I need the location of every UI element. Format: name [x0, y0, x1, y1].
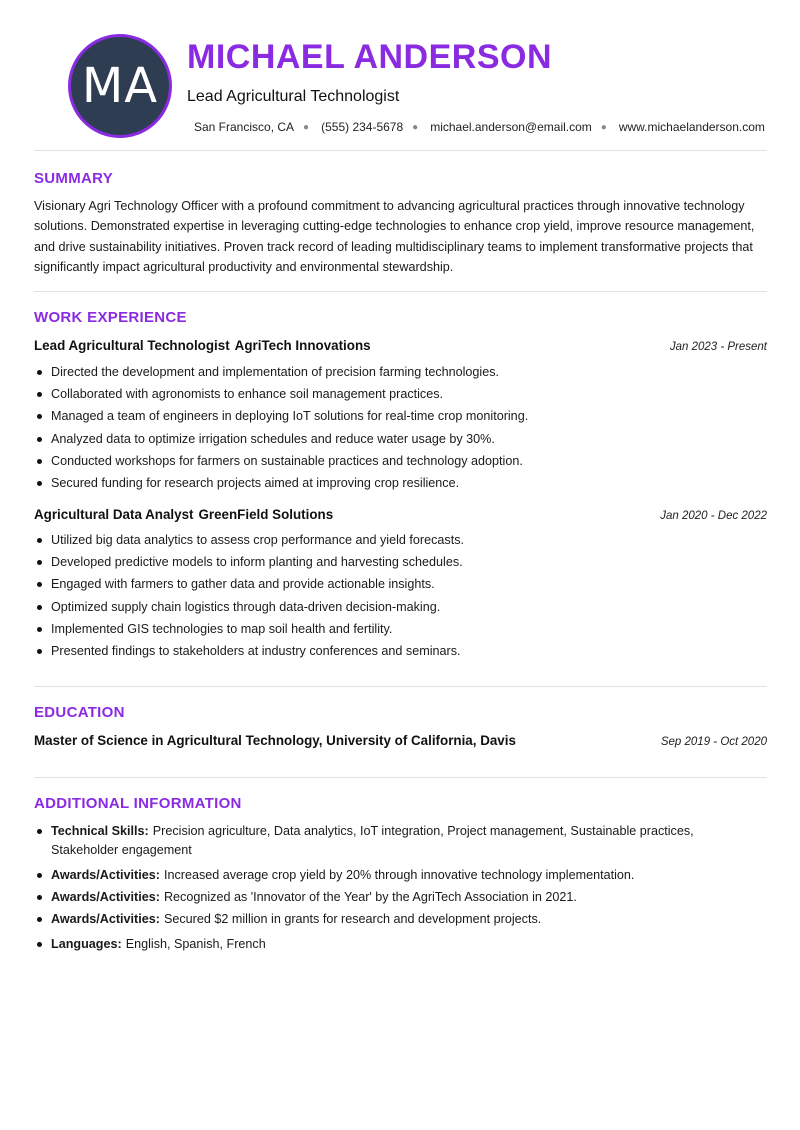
contact-phone: (555) 234-5678 [321, 120, 404, 134]
info-label: Awards/Activities: [51, 868, 160, 882]
list-item: Implemented GIS technologies to map soil health and fertility. [51, 618, 784, 640]
additional-info-list [34, 822, 751, 954]
additional-info-title: ADDITIONAL INFORMATION [34, 795, 242, 812]
job-company: AgriTech Innovations [234, 338, 371, 353]
section-divider [34, 150, 767, 151]
education-entry [34, 733, 767, 748]
list-item: Collaborated with agronomists to enhance soil management practices. [51, 383, 784, 405]
education-degree: Master of Science in Agricultural Technology, University of California, Davis [34, 733, 516, 748]
list-item: Directed the development and implementation of precision farming technologies. [51, 361, 784, 383]
list-item: Presented findings to stakeholders at industry conferences and seminars. [51, 640, 784, 662]
info-text: Secured $2 million in grants for research and development projects. [163, 912, 542, 926]
job-header [34, 507, 767, 522]
education-title: EDUCATION [34, 704, 125, 721]
list-item [51, 910, 751, 929]
job-dates: Jan 2020 - Dec 2022 [660, 510, 767, 522]
list-item [51, 866, 751, 885]
list-item: Engaged with farmers to gather data and provide actionable insights. [51, 573, 784, 595]
section-divider [34, 777, 767, 778]
contact-location: San Francisco, CA [194, 120, 295, 134]
job-bullets [34, 529, 784, 662]
summary-text: Visionary Agri Technology Officer with a profound commitment to advancing agricultural practices through innovative technology solutions. Demonstrated expertise in leveraging cutting-edge technologies to enhance crop yield, improve resource management, and drive sustainability initiatives. Proven track record of leading multidisciplinary teams to implement transformative projects that significantly impact agricultural productivity and environmental stewardship. [34, 199, 755, 274]
job-role: Agricultural Data Analyst [34, 507, 194, 522]
info-label: Languages: [51, 937, 122, 951]
avatar: MA [68, 34, 172, 138]
job-title [34, 338, 371, 353]
list-item: Utilized big data analytics to assess crop performance and yield forecasts. [51, 529, 784, 551]
info-label: Awards/Activities: [51, 912, 160, 926]
list-item: Managed a team of engineers in deploying IoT solutions for real-time crop monitoring. [51, 405, 784, 427]
bullet-separator-icon: ● [600, 121, 607, 133]
resume-header [34, 0, 767, 150]
info-text: Increased average crop yield by 20% through innovative technology implementation. [163, 868, 635, 882]
info-text: English, Spanish, French [125, 937, 266, 951]
list-item [51, 888, 751, 907]
candidate-headline: Lead Agricultural Technologist [187, 88, 400, 105]
bullet-separator-icon: ● [412, 121, 419, 133]
info-text: Precision agriculture, Data analytics, IoT integration, Project management, Sustainable practices, Stakeholder engagement [51, 824, 694, 857]
info-text: Recognized as 'Innovator of the Year' by the AgriTech Association in 2021. [163, 890, 577, 904]
section-divider [34, 291, 767, 292]
job-title [34, 507, 333, 522]
list-item: Conducted workshops for farmers on sustainable practices and technology adoption. [51, 450, 784, 472]
job-dates: Jan 2023 - Present [669, 341, 767, 353]
info-label: Awards/Activities: [51, 890, 160, 904]
list-item: Analyzed data to optimize irrigation schedules and reduce water usage by 30%. [51, 428, 784, 450]
job-bullets [34, 361, 784, 494]
job-header [34, 338, 767, 353]
education-dates: Sep 2019 - Oct 2020 [660, 736, 767, 748]
contact-website: www.michaelanderson.com [618, 120, 765, 134]
bullet-separator-icon: ● [303, 121, 310, 133]
list-item: Optimized supply chain logistics through data-driven decision-making. [51, 596, 784, 618]
summary-title: SUMMARY [34, 170, 114, 187]
list-item [51, 935, 751, 954]
list-item: Secured funding for research projects aimed at improving crop resilience. [51, 472, 784, 494]
list-item [51, 822, 751, 860]
job-role: Lead Agricultural Technologist [34, 338, 230, 353]
contact-row [194, 120, 765, 134]
candidate-name: MICHAEL ANDERSON [187, 38, 553, 76]
contact-email: michael.anderson@email.com [430, 120, 592, 134]
info-label: Technical Skills: [51, 824, 149, 838]
list-item: Developed predictive models to inform planting and harvesting schedules. [51, 551, 784, 573]
section-divider [34, 686, 767, 687]
job-company: GreenField Solutions [198, 507, 334, 522]
work-experience-title: WORK EXPERIENCE [34, 309, 187, 326]
